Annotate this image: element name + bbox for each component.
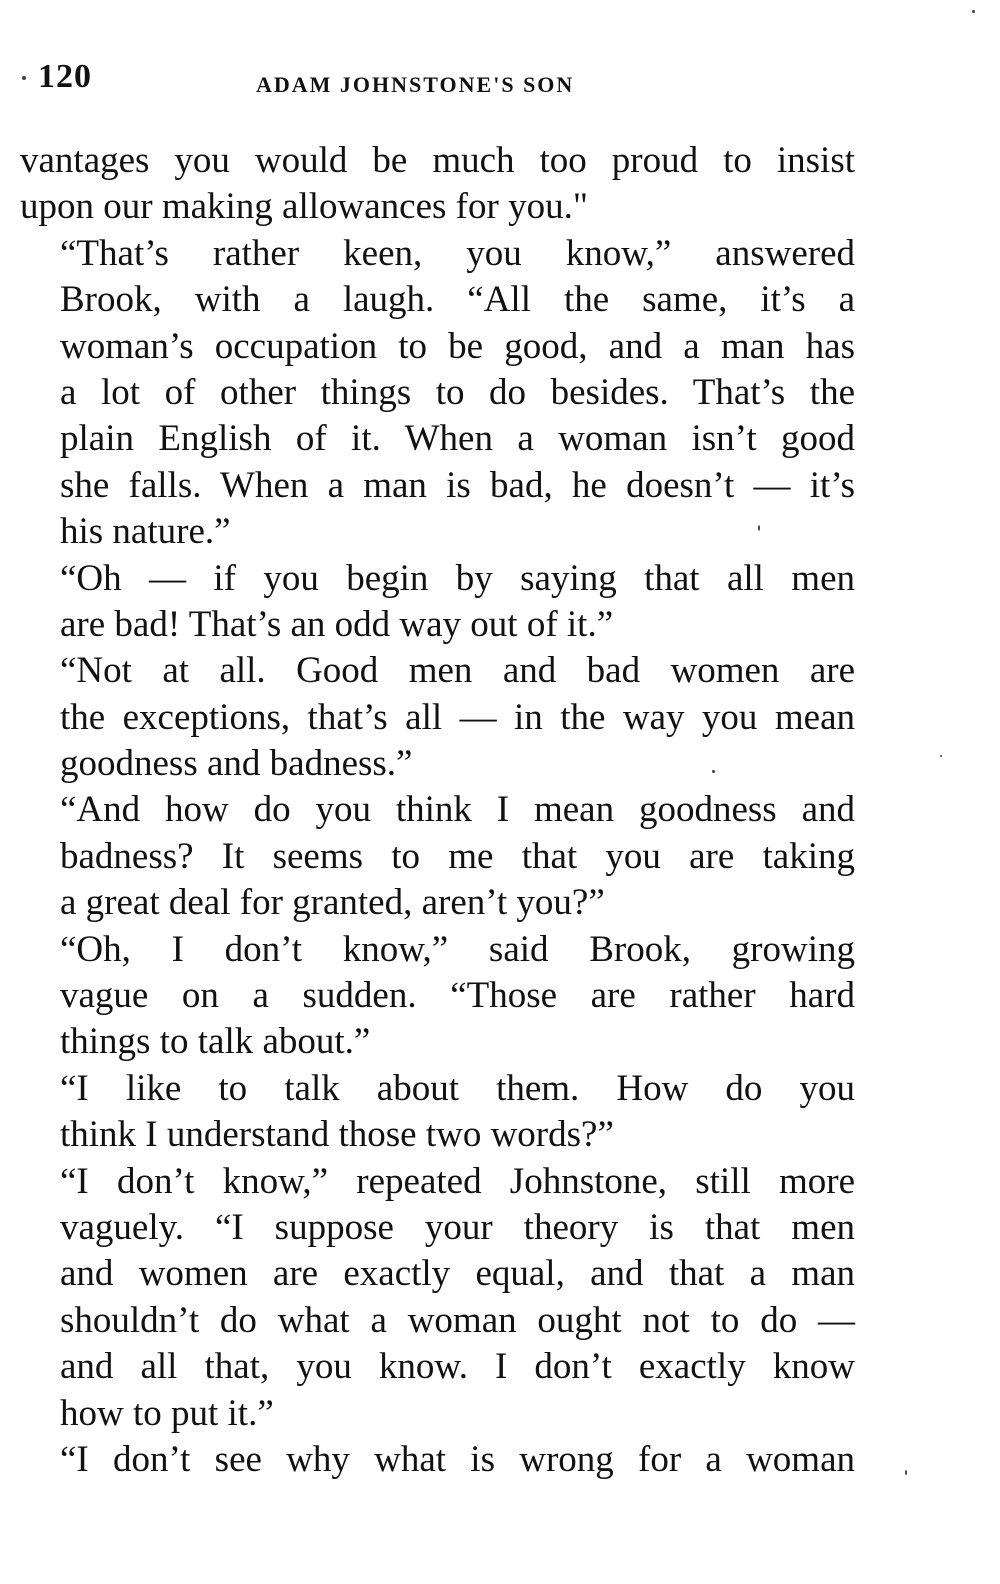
text-line: are bad! That’s an odd way out of it.” xyxy=(60,603,614,645)
paragraph xyxy=(20,231,855,556)
paragraph xyxy=(20,556,855,649)
text-line: Brook, with a laugh. “All the same, it’s a xyxy=(60,279,855,321)
print-speck xyxy=(22,76,26,80)
text-line: vague on a sudden. “Those are rather hard xyxy=(60,975,855,1017)
text-line: vaguely. “I suppose your theory is that men xyxy=(60,1206,855,1248)
running-head xyxy=(30,58,670,102)
text-line: goodness and badness.” xyxy=(60,743,413,785)
text-line: badness? It seems to me that you are taking xyxy=(60,835,855,877)
paragraph xyxy=(20,1159,855,1437)
text-line: a lot of other things to do besides. That’s the xyxy=(60,371,855,413)
print-speck xyxy=(905,1470,907,1475)
text-line: how to put it.” xyxy=(60,1392,274,1434)
text-line: “And how do you think I mean goodness and xyxy=(60,789,855,831)
text-line: things to talk about.” xyxy=(60,1021,371,1063)
text-line: his nature.” xyxy=(60,511,231,553)
paragraph xyxy=(20,1066,855,1159)
text-line: plain English of it. When a woman isn’t good xyxy=(60,418,855,460)
text-line: “I don’t see why what is wrong for a woman xyxy=(60,1438,855,1480)
print-speck xyxy=(712,770,715,773)
text-line: shouldn’t do what a woman ought not to do — xyxy=(60,1299,855,1341)
text-line: vantages you would be much too proud to insist xyxy=(20,140,855,181)
text-line: think I understand those two words?” xyxy=(60,1114,614,1156)
text-line: a great deal for granted, aren’t you?” xyxy=(60,882,605,924)
text-line: and all that, you know. I don’t exactly know xyxy=(60,1346,855,1388)
paragraph xyxy=(20,1437,855,1483)
text-line: woman’s occupation to be good, and a man has xyxy=(60,325,855,367)
paragraph xyxy=(20,927,855,1066)
body-text xyxy=(20,138,855,1483)
text-line: “I like to talk about them. How do you xyxy=(60,1067,855,1109)
text-line: she falls. When a man is bad, he doesn’t — it’s xyxy=(60,464,855,506)
paragraph xyxy=(20,787,855,926)
paragraph xyxy=(20,648,855,787)
print-speck xyxy=(972,10,975,13)
paragraph xyxy=(20,138,855,231)
text-line: “Oh — if you begin by saying that all men xyxy=(60,557,855,599)
text-line: “Not at all. Good men and bad women are xyxy=(60,650,855,692)
running-title: ADAM JOHNSTONE'S SON xyxy=(256,72,575,97)
text-line: and women are exactly equal, and that a man xyxy=(60,1253,855,1295)
text-line: “Oh, I don’t know,” said Brook, growing xyxy=(60,928,855,970)
print-speck xyxy=(758,525,760,531)
text-line: “I don’t know,” repeated Johnstone, still more xyxy=(60,1160,855,1202)
text-line: the exceptions, that’s all — in the way you mean xyxy=(60,696,855,738)
print-speck xyxy=(940,755,942,757)
text-line: “That’s rather keen, you know,” answered xyxy=(60,232,855,274)
page-number: 120 xyxy=(38,58,92,95)
text-line: upon our making allowances for you." xyxy=(20,186,588,228)
